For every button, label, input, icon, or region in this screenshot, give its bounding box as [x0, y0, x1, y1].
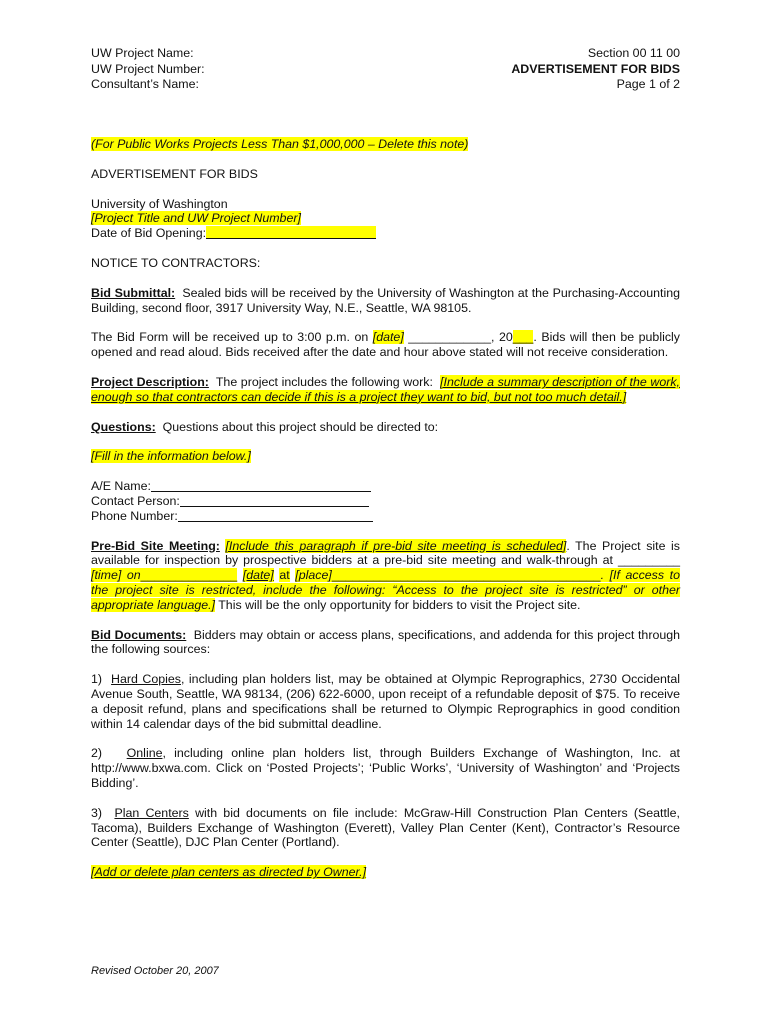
prebid-paragraph: Pre-Bid Site Meeting: [Include this paragraph if pre-bid site meeting is scheduled]. The Project site is available for inspection by prospective bidders at a pre-bid site meeting and walk-through at _________ [time] on______________ [date] at [place]_______________________________________. [If access to the project site is restricted, include the following: “Access to the project site is restricted” or other appropriate language.] This will be the only opportunity for bidders to visit the Project site.: [91, 538, 680, 612]
prebid-place-placeholder: [place]: [295, 568, 332, 583]
bid-form-paragraph: The Bid Form will be received up to 3:00 p.m. on [date] ____________, 20___. Bids will then be publicly opened and read aloud. Bids received after the date and hour above stated will not receive consideration.: [91, 330, 680, 360]
source-plan-centers: 3) Plan Centers with bid documents on file include: McGraw-Hill Construction Plan Centers (Seattle, Tacoma), Builders Exchange of Washington (Everett), Valley Plan Center (Kent), Contractor’s Resource Center (Seattle), DJC Plan Center (Portland).: [91, 805, 680, 850]
prebid-access-placeholder: . [If access to the project site is restricted, include the following: “Access to the project site is restricted” or other appropriate language.]: [91, 568, 680, 612]
source-online: 2) Online, including online plan holders list, through Builders Exchange of Washington, Inc. at http://www.bxwa.com. Click on ‘Posted Projects’; ‘Public Works’, ‘University of Washington’ and ‘Projects Bidding’.: [91, 746, 680, 790]
notice-heading: NOTICE TO CONTRACTORS:: [91, 255, 261, 270]
prebid-date-placeholder: [date]: [242, 568, 274, 583]
project-description-heading: Project Description:: [91, 374, 209, 389]
doc-title: ADVERTISEMENT FOR BIDS: [91, 166, 258, 181]
year-blank: ___: [512, 330, 534, 345]
questions-heading: Questions:: [91, 419, 156, 434]
owner-name: University of Washington: [91, 196, 228, 211]
project-title-placeholder: [Project Title and UW Project Number]: [91, 211, 301, 226]
source-hard-copies: 1) Hard Copies, including plan holders list, may be obtained at Olympic Reprographics, 2730 Occidental Avenue South, Seattle, WA 98134, (206) 622-6000, upon receipt of a refundable deposit of $75. To receive a deposit refund, plans and specifications shall be returned to Olympic Reprographics in good condition within 14 calendar days of the bid submittal deadline.: [91, 672, 680, 731]
header-left: [91, 46, 205, 93]
header-title: ADVERTISEMENT FOR BIDS: [511, 61, 680, 76]
questions-paragraph: Questions: Questions about this project should be directed to:: [91, 419, 439, 434]
bid-submittal-heading: Bid Submittal:: [91, 285, 176, 300]
bid-date-placeholder: [date]: [372, 330, 404, 345]
section-number: Section 00 11 00: [587, 46, 680, 60]
prebid-heading: Pre-Bid Site Meeting:: [91, 538, 220, 553]
project-description-paragraph: Project Description: The project includes the following work: [Include a summary description of the work, enough so that contractors can decide if this is a project they want to bid, but not too much detail.]: [91, 374, 680, 404]
prebid-placeholder: [Include this paragraph if pre-bid site meeting is scheduled]: [225, 538, 567, 553]
prebid-time-placeholder: [time] on: [91, 568, 141, 583]
fill-in-placeholder: [Fill in the information below.]: [91, 449, 251, 464]
public-works-note: (For Public Works Projects Less Than $1,000,000 – Delete this note): [91, 137, 469, 151]
header-right: [511, 46, 680, 93]
bid-opening-line: Date of Bid Opening:: [91, 226, 680, 241]
contact-person-line: Contact Person:: [91, 494, 680, 509]
plan-centers-note: [Add or delete plan centers as directed by Owner.]: [91, 865, 367, 880]
revision-footer: Revised October 20, 2007: [91, 965, 219, 977]
project-number-label: UW Project Number:: [91, 61, 205, 76]
bid-opening-blank: [206, 226, 376, 239]
document-body: [91, 137, 680, 880]
bid-documents-heading: Bid Documents:: [91, 627, 187, 642]
ae-name-line: A/E Name:: [91, 479, 680, 494]
bid-documents-paragraph: Bid Documents: Bidders may obtain or access plans, specifications, and addenda for this project through the following sources:: [91, 627, 681, 657]
project-description-placeholder: [Include a summary description of the work, enough so that contractors can decide if this is a project they want to bid, but not too much detail.]: [91, 374, 680, 404]
project-name-label: UW Project Name:: [91, 46, 194, 60]
consultant-name-label: Consultant’s Name:: [91, 77, 199, 91]
bid-submittal-paragraph: Bid Submittal: Sealed bids will be received by the University of Washington at the Purchasing-Accounting Building, second floor, 3917 University Way, N.E., Seattle, WA 98105.: [91, 285, 680, 315]
page-number: Page 1 of 2: [616, 77, 680, 91]
phone-number-line: Phone Number:: [91, 509, 680, 524]
